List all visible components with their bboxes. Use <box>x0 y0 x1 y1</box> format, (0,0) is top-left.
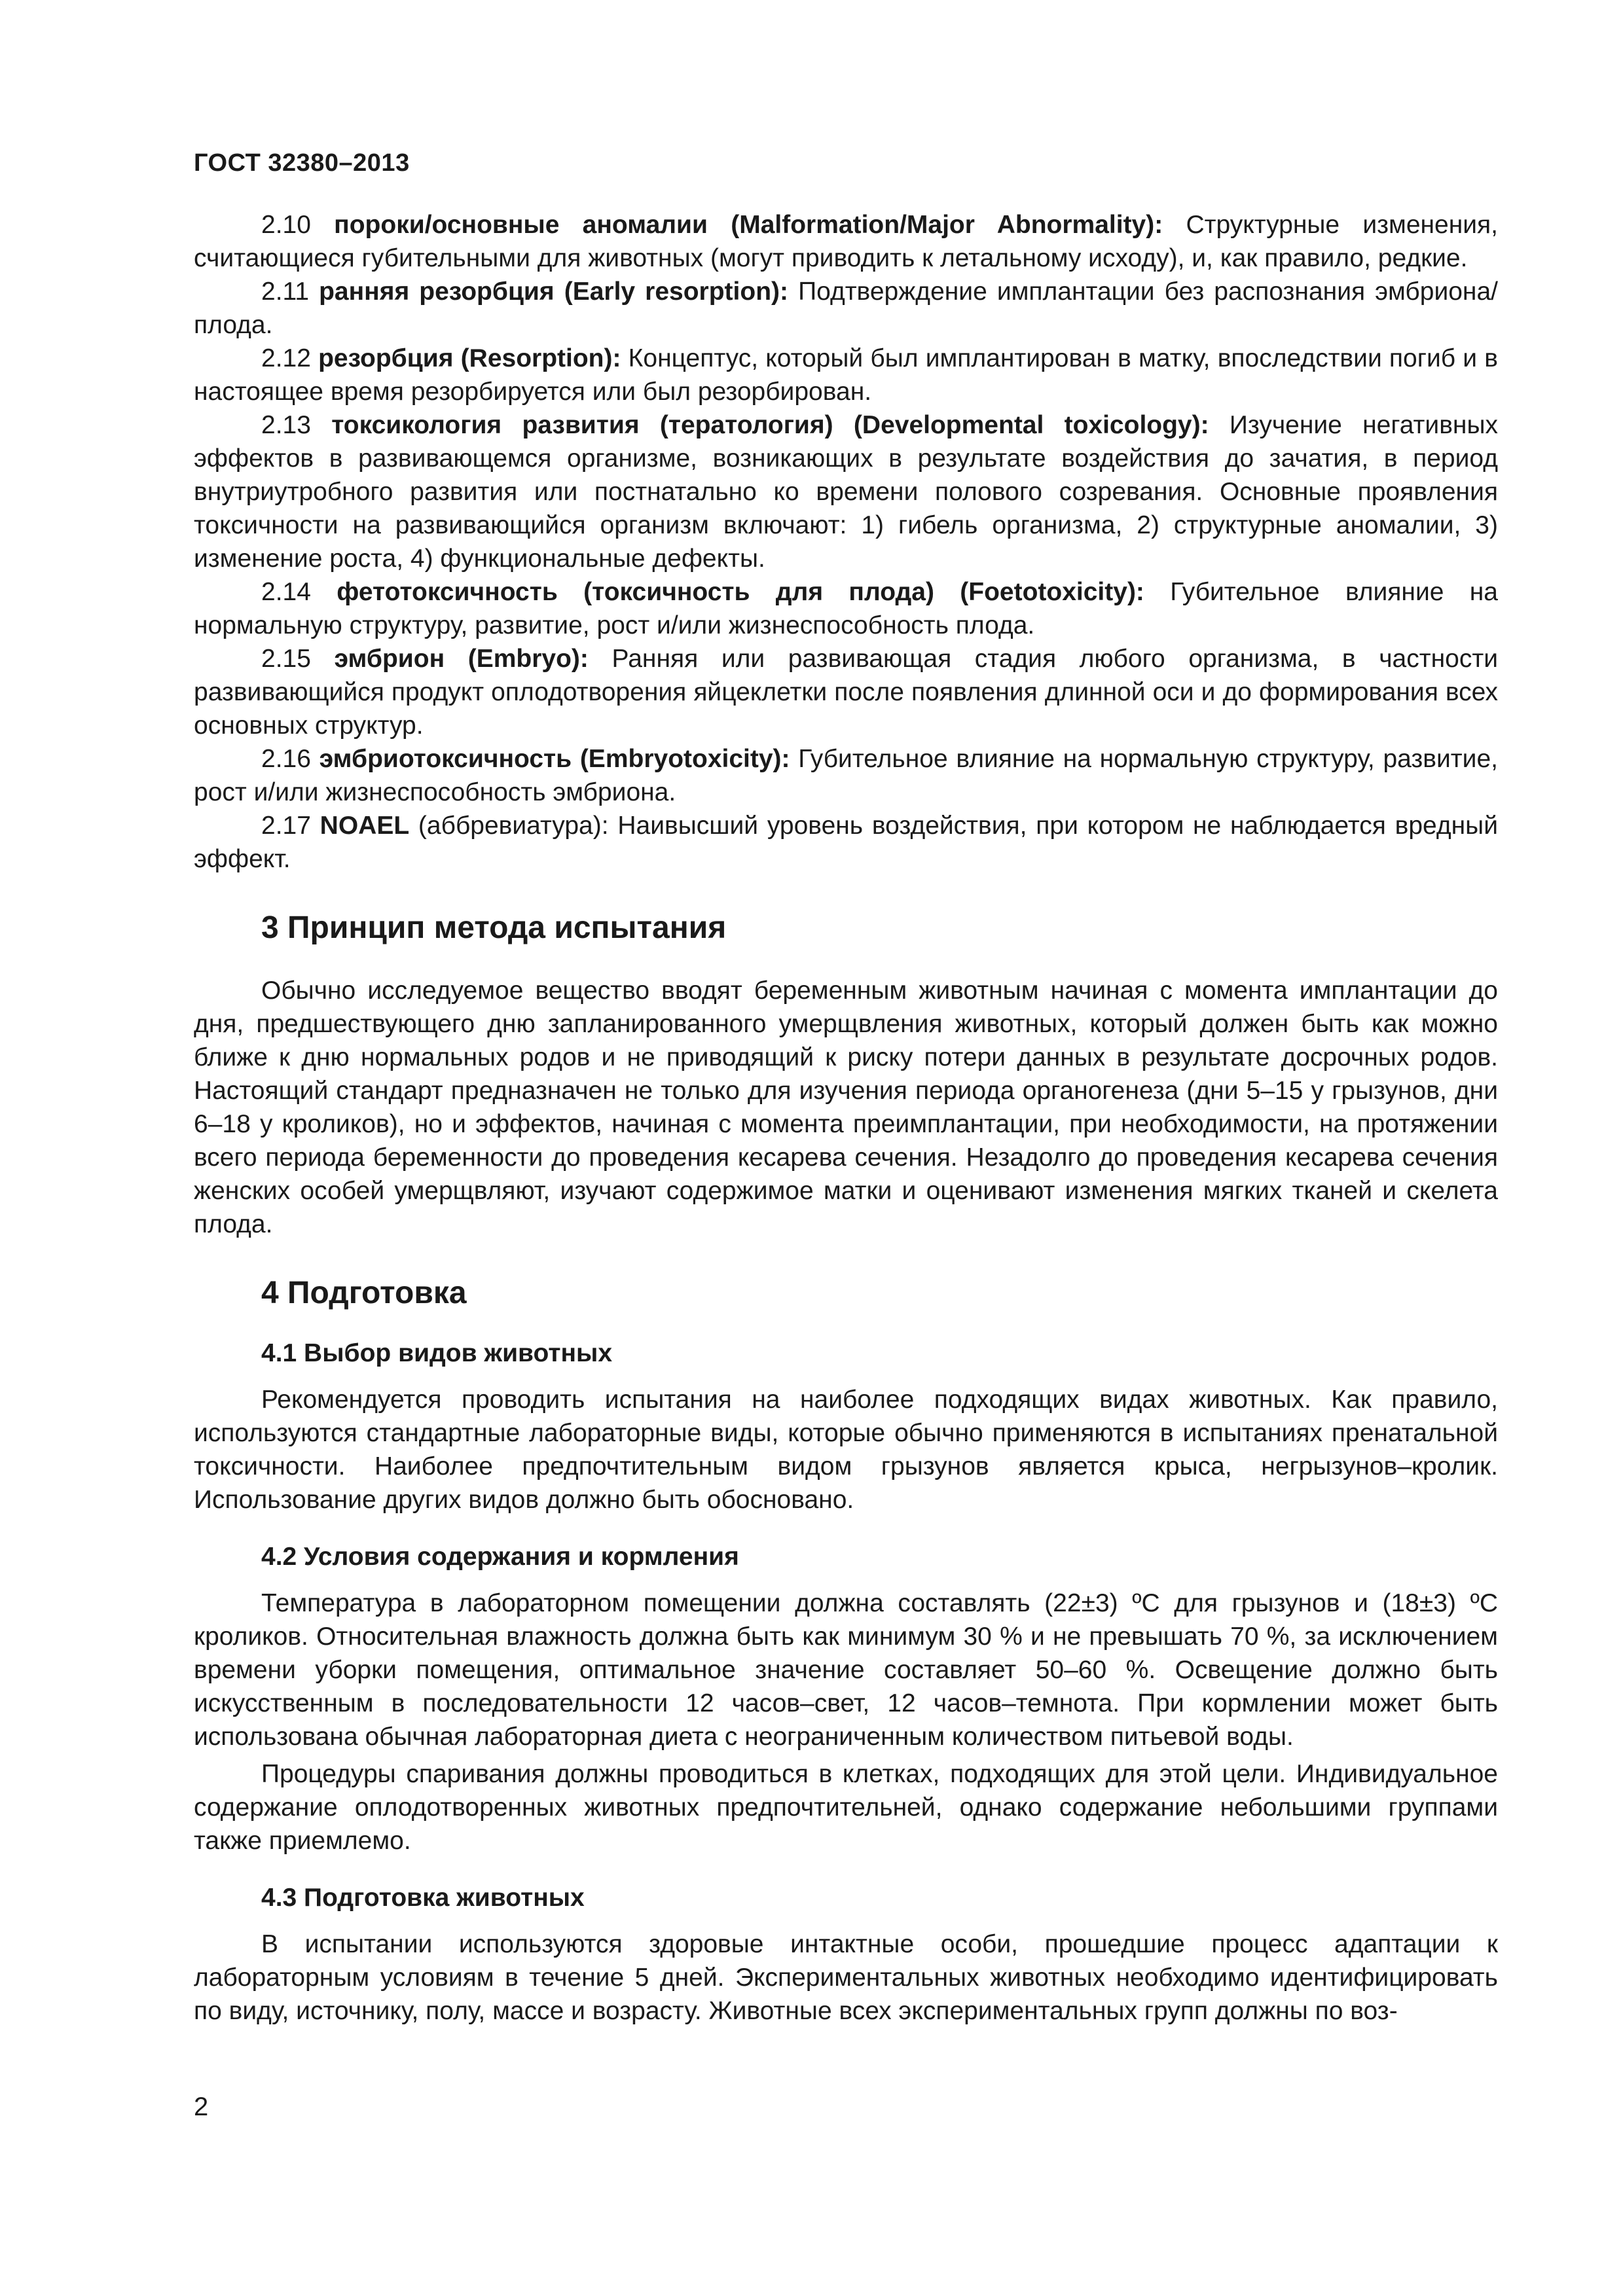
term: эмбриотоксичность (Embryotoxicity): <box>319 745 790 773</box>
definition-2-15: 2.15 эмбрион (Embryo): Ранняя или развивающая стадия любого организма, в частности развивающийся продукт оплодотворения яйцеклетки после появления длинной оси и до формирования всех основных структур. <box>194 645 1498 740</box>
section-4-2-paragraph-2: Процедуры спаривания должны проводиться в клетках, подходящих для этой цели. Индивидуальное содержание оплодотворенных животных предпочтительней, однако содержание небольшими группами также приемлемо. <box>194 1760 1498 1855</box>
term: фетотоксичность (токсичность для плода) (Foetotoxicity): <box>337 578 1144 606</box>
section-4-heading: 4 Подготовка <box>261 1276 467 1310</box>
definition-2-17: 2.17 NOAEL (аббревиатура): Наивысший уровень воздействия, при котором не наблюдается вредный эффект. <box>194 812 1498 873</box>
definition-2-12: 2.12 резорбция (Resorption): Концептус, который был имплантирован в матку, впоследствии погиб и в настоящее время резорбируется или был резорбирован. <box>194 344 1498 406</box>
section-3-paragraph: Обычно исследуемое вещество вводят беременным животным начиная с момента имплантации до дня, предшествующего дню запланированного умерщвления животных, который должен быть как можно ближе к дню нормальных родов и не приводящий к риску потери данных в результате досрочных родов. Настоящий стандарт предназначен не только для изучения периода органогенеза (дни 5–15 у грызунов, дни 6–18 у кроликов), но и эффектов, начиная с момента преимплантации, при необходимости, на протяжении всего периода беременности до проведения кесарева сечения. Незадолго до проведения кесарева сечения женских особей умерщвляют, изучают содержимое матки и оценивают изменения мягких тканей и скелета плода. <box>194 977 1498 1238</box>
section-4-2-paragraph-1: Температура в лабораторном помещении должна составлять (22±3) ºС для грызунов и (18±3) ºС кроликов. Относительная влажность должна быть как минимум 30 % и не превышать 70 %, за исключением времени уборки помещения, оптимальное значение составляет 50–60 %. Освещение должно быть искусственным в последовательности 12 часов–свет, 12 часов–темнота. При кормлении может быть использована обычная лабораторная диета с неограниченным количеством питьевой воды. <box>194 1589 1498 1751</box>
page-number: 2 <box>194 2092 209 2121</box>
document-body <box>194 208 1498 2028</box>
section-4-2-heading: 4.2 Условия содержания и кормления <box>261 1543 739 1571</box>
definition-2-10: 2.10 пороки/основные аномалии (Malformation/Major Abnormality): Структурные изменения, считающиеся губительными для животных (могут приводить к летальному исходу), и, как правило, редкие. <box>194 211 1499 272</box>
definition-2-13: 2.13 токсикология развития (тератология) (Developmental toxicology): Изучение негативных эффектов в развивающемся организме, возникающих в результате воздействия до зачатия, в период внутриутробного развития или постнатально ко времени полового созревания. Основные проявления токсичности на развивающийся организм включают: 1) гибель организма, 2) структурные аномалии, 3) изменение роста, 4) функциональные дефекты. <box>194 411 1498 573</box>
term: NOAEL <box>319 812 410 840</box>
definition-2-16: 2.16 эмбриотоксичность (Embryotoxicity): Губительное влияние на нормальную структуру, развитие, рост и/или жизнеспособность эмбриона. <box>194 745 1498 806</box>
section-4-3-heading: 4.3 Подготовка животных <box>261 1884 585 1912</box>
term: эмбрион (Embryo): <box>334 645 589 673</box>
document-header: ГОСТ 32380–2013 <box>194 149 410 177</box>
section-4-1-heading: 4.1 Выбор видов животных <box>261 1339 613 1367</box>
definition-2-11: 2.11 ранняя резорбция (Early resorption): Подтверждение имплантации без распознания эмбриона/плода. <box>194 278 1498 339</box>
term: ранняя резорбция (Early resorption): <box>319 278 789 306</box>
section-3-heading: 3 Принцип метода испытания <box>261 910 727 945</box>
term: резорбция (Resorption): <box>318 344 621 372</box>
section-4-3-paragraph: В испытании используются здоровые интактные особи, прошедшие процесс адаптации к лабораторным условиям в течение 5 дней. Экспериментальных животных необходимо идентифицировать по виду, источнику, полу, массе и возрасту. Животные всех экспериментальных групп должны по воз- <box>194 1930 1498 2025</box>
term: токсикология развития (тератология) (Developmental toxicology): <box>331 411 1209 439</box>
section-4-1-paragraph: Рекомендуется проводить испытания на наиболее подходящих видах животных. Как правило, используются стандартные лабораторные виды, которые обычно применяются в испытаниях пренатальной токсичности. Наиболее предпочтительным видом грызунов является крыса, негрызунов–кролик. Использование других видов должно быть обосновано. <box>194 1386 1498 1514</box>
definition-2-14: 2.14 фетотоксичность (токсичность для плода) (Foetotoxicity): Губительное влияние на нормальную структуру, развитие, рост и/или жизнеспособность плода. <box>194 578 1498 639</box>
term: пороки/основные аномалии (Malformation/Major Abnormality): <box>334 211 1163 239</box>
